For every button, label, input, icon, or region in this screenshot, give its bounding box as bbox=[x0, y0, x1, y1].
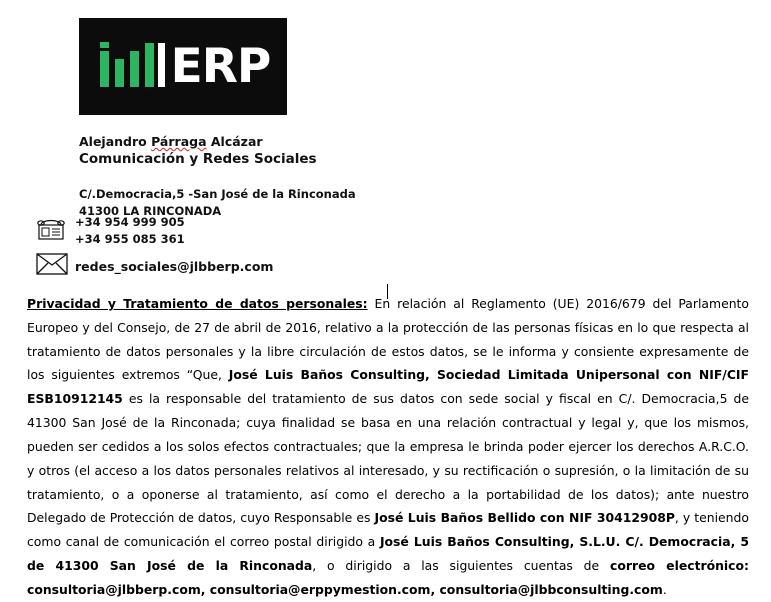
phone-block bbox=[36, 214, 456, 247]
privacy-notice-heading: Privacidad y Tratamiento de datos personales: bbox=[27, 296, 368, 311]
contact-role: Comunicación y Redes Sociales bbox=[79, 150, 317, 167]
contact-name bbox=[79, 134, 679, 150]
contact-name-last: Alcázar bbox=[206, 134, 263, 149]
logo-inner bbox=[96, 39, 271, 95]
email-address[interactable]: redes_sociales@jlbberp.com bbox=[75, 259, 274, 274]
envelope-icon bbox=[36, 253, 70, 280]
privacy-text-4: , o dirigido a las siguientes cuentas de bbox=[312, 557, 610, 573]
telephone-icon bbox=[36, 214, 70, 246]
contact-block bbox=[79, 134, 679, 220]
address-line-2: 41300 LA RINCONADA bbox=[79, 203, 222, 218]
phone-number-2: +34 955 085 361 bbox=[75, 231, 185, 246]
contact-name-first: Alejandro bbox=[79, 134, 152, 149]
contact-name-surname: Párraga bbox=[151, 134, 207, 149]
logo-text: ERP bbox=[170, 39, 271, 94]
bar-chart-logo-icon bbox=[96, 39, 168, 95]
privacy-bold-emails: correo electrónico: consultoria@jlbberp.com, consultoria@erppymestion.com, consultoria@jlbbconsulting.com bbox=[27, 557, 749, 597]
privacy-text-3: , y teniendo como canal de comunicación el correo postal dirigido a bbox=[27, 510, 749, 550]
address-line-1: C/.Democracia,5 -San José de la Rinconada bbox=[79, 187, 356, 202]
privacy-notice bbox=[27, 292, 749, 602]
privacy-bold-dpo: José Luis Baños Bellido con NIF 30412908P bbox=[374, 510, 675, 526]
privacy-text-1: En relación al Reglamento (UE) 2016/679 del Parlamento Europeo y del Consejo, de 27 de abril de 2016, relativo a la protección de las personas físicas en lo que respecta al tratamiento de datos personales y la libre circulación de estos datos, se le informa y consiente expresamente de los siguientes extremos “Que, bbox=[27, 296, 749, 383]
email-block bbox=[36, 253, 516, 280]
phone-number-1: +34 954 999 905 bbox=[75, 215, 185, 229]
company-logo bbox=[79, 18, 287, 115]
privacy-bold-postal: José Luis Baños Consulting, S.L.U. C/. Democracia, 5 de 41300 San José de la Rinconada bbox=[27, 534, 749, 573]
phone-numbers bbox=[75, 214, 185, 247]
privacy-text-5: . bbox=[662, 581, 667, 597]
privacy-text-2: es la responsable del tratamiento de sus datos con sede social y fiscal en C/. Democracia,5 de 41300 San José de la Rinconada; cuya finalidad se basa en una relación contractual y legal y, que los mismos, pueden ser cedidos a los solos efectos contractuales; que la empresa le brinda poder ejercer los derechos A.R.C.O. y otros (el acceso a los datos personales relativos al interesado, y su rectificación o supresión, o la limitación de su tratamiento, o a oponerse al tratamiento, así como el derecho a la portabilidad de los datos); ante nuestro Delegado de Protección de datos, cuyo Responsable es bbox=[27, 391, 749, 526]
privacy-bold-company: José Luis Baños Consulting, Sociedad Limitada Unipersonal con NIF/CIF ESB10912145 bbox=[27, 367, 749, 407]
